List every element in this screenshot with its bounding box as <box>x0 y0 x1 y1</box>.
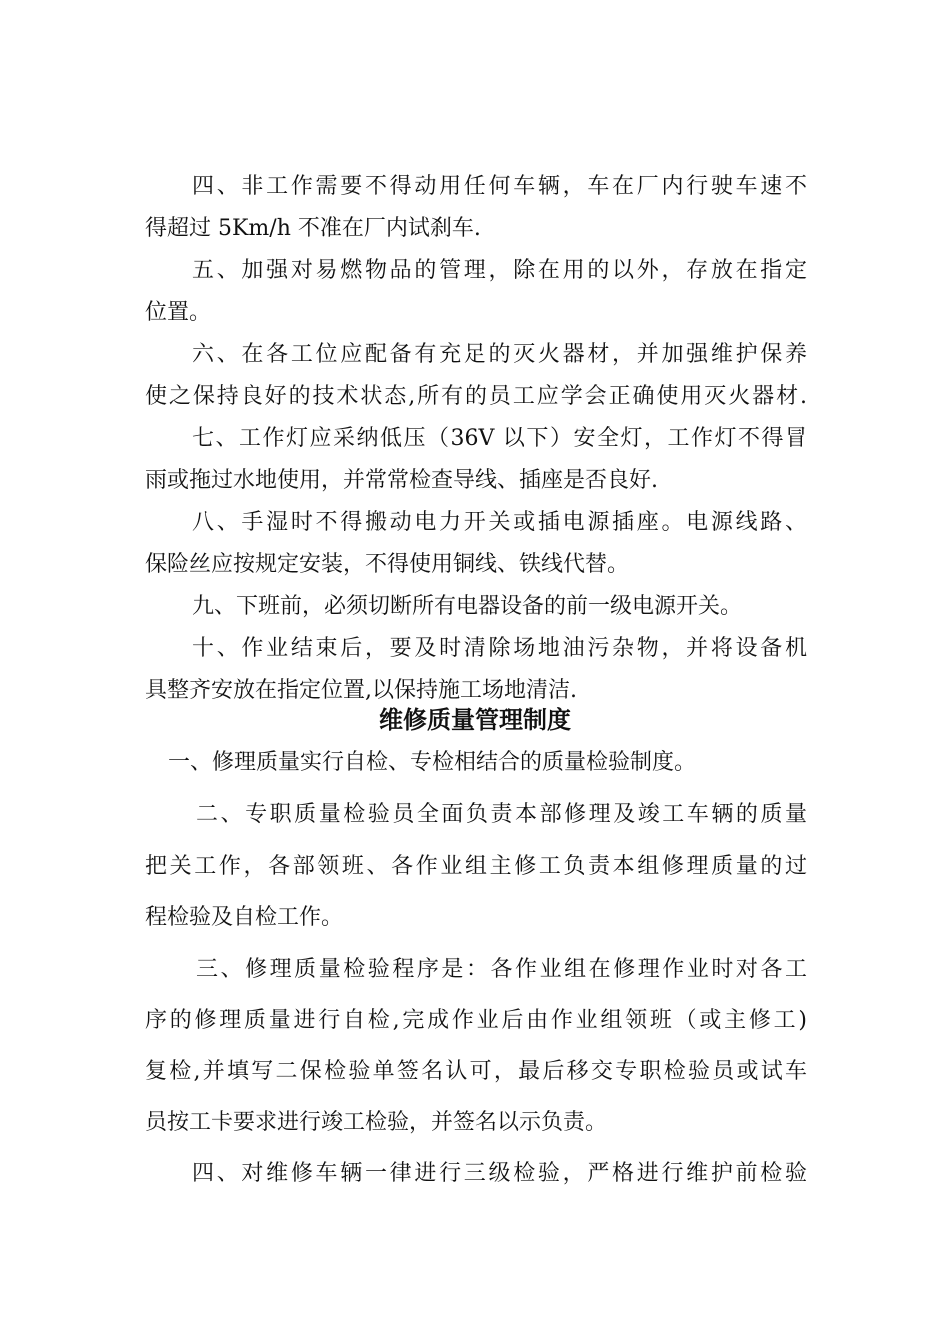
rule-4-line-2: 得超过 5Km/h 不准在厂内试刹车. <box>145 216 481 241</box>
rule-8-line-1: 八、手湿时不得搬动电力开关或插电源插座。电源线路、 <box>192 510 807 535</box>
rule-10-line-1: 十、作业结束后，要及时清除场地油污杂物，并将设备机 <box>192 636 807 661</box>
quality-2-line-1: 二、专职质量检验员全面负责本部修理及竣工车辆的质量 <box>196 802 807 827</box>
rule-4-line-1: 四、非工作需要不得动用任何车辆，车在厂内行驶车速不 <box>192 174 807 199</box>
quality-3-line-1: 三、修理质量检验程序是：各作业组在修理作业时对各工 <box>196 957 807 982</box>
quality-3-line-2: 序的修理质量进行自检,完成作业后由作业组领班（或主修工) <box>145 1008 807 1033</box>
rule-6-line-2: 使之保持良好的技术状态,所有的员工应学会正确使用灭火器材. <box>145 384 807 409</box>
rule-8-line-2: 保险丝应按规定安装，不得使用铜线、铁线代替。 <box>145 552 630 577</box>
rule-9-line-1: 九、下班前，必须切断所有电器设备的前一级电源开关。 <box>192 594 743 619</box>
quality-3-line-3: 复检,并填写二保检验单签名认可，最后移交专职检验员或试车 <box>145 1059 807 1084</box>
rule-6-line-1: 六、在各工位应配备有充足的灭火器材，并加强维护保养 <box>192 342 807 367</box>
rule-5-line-1: 五、加强对易燃物品的管理，除在用的以外，存放在指定 <box>192 258 807 283</box>
rule-10-line-2: 具整齐安放在指定位置,以保持施工场地清洁. <box>145 678 577 703</box>
quality-4-line-1: 四、对维修车辆一律进行三级检验，严格进行维护前检验 <box>192 1161 807 1186</box>
rule-5-line-2: 位置。 <box>145 300 212 325</box>
quality-2-line-2: 把关工作，各部领班、各作业组主修工负责本组修理质量的过 <box>145 854 807 879</box>
rule-7-line-1: 七、工作灯应采纳低压（36V 以下）安全灯，工作灯不得冒 <box>192 426 807 451</box>
rule-7-line-2: 雨或拖过水地使用，并常常检查导线、插座是否良好. <box>145 468 658 493</box>
quality-2-line-3: 程检验及自检工作。 <box>145 905 344 930</box>
quality-3-line-4: 员按工卡要求进行竣工检验，并签名以示负责。 <box>145 1110 608 1135</box>
quality-1-line-1: 一、修理质量实行自检、专检相结合的质量检验制度。 <box>168 750 697 775</box>
section-title: 维修质量管理制度 <box>379 706 571 734</box>
